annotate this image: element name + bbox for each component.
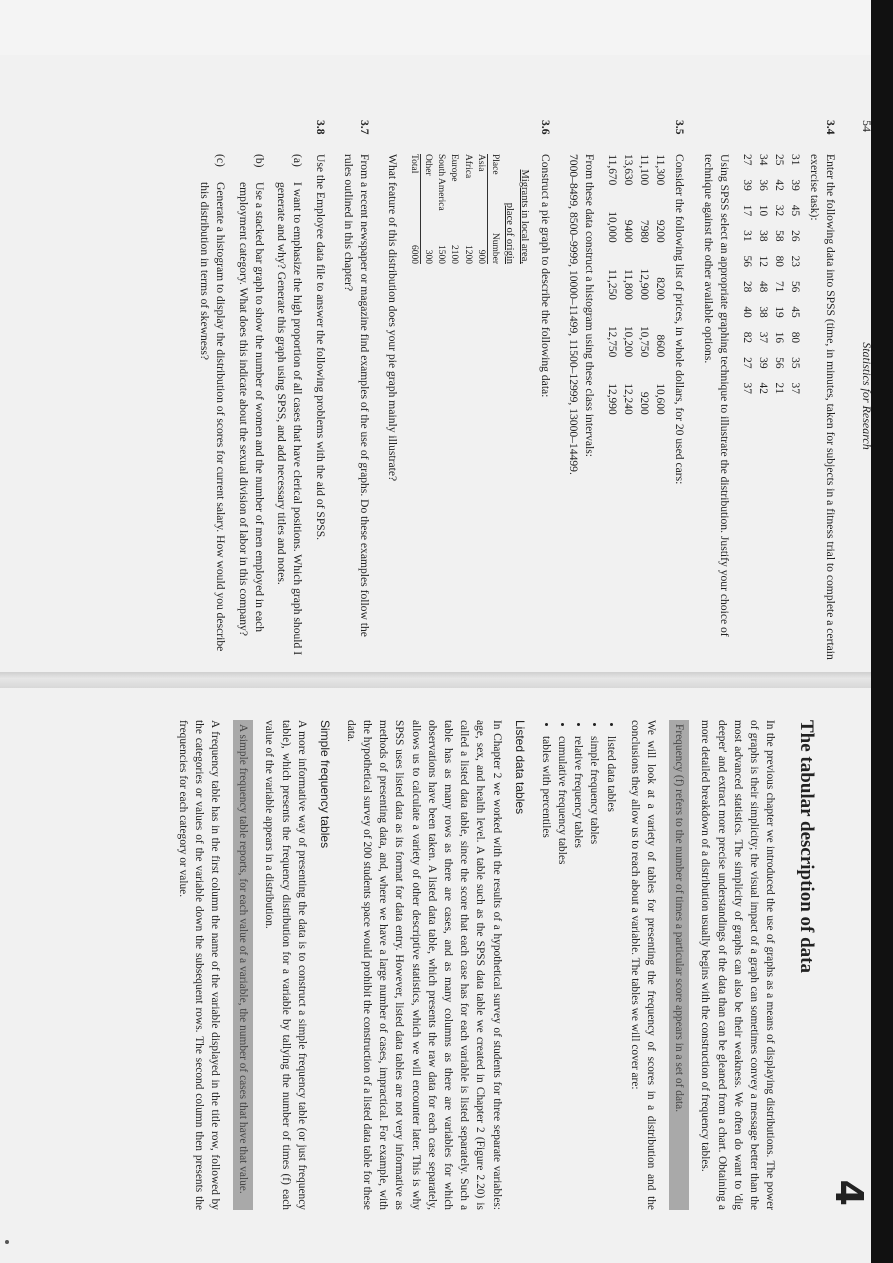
- exercise-3-7: [340, 120, 372, 660]
- table-row: 11,670 10,000 11,250 12,750 12,990: [606, 154, 619, 415]
- page-number: 54: [860, 120, 874, 132]
- list-item: • simple frequency tables: [586, 736, 602, 1210]
- table-row: South America 1500: [436, 154, 447, 264]
- exercise-number: 3.5: [673, 120, 687, 135]
- definition-box-frequency: Frequency (f) refers to the number of times a particular score appears in a set of data.: [669, 720, 689, 1210]
- exercise-number: 3.7: [358, 120, 372, 135]
- list-item: • relative frequency tables: [570, 736, 586, 1210]
- exercise-followup: From these data construct a histogram using these class intervals:: [583, 154, 597, 457]
- chapter-number: 4: [827, 1179, 871, 1206]
- table-row: 34 36 10 38 12 48 38 37 39 42: [756, 154, 769, 394]
- definition-box-simple-frequency: A simple frequency table reports, for each value of a variable, the number of cases that have that value.: [233, 720, 253, 1210]
- table-row: 13,630 9400 11,800 10,200 12,240: [622, 154, 635, 415]
- exercise-followup: Using SPSS select an appropriate graphing technique to illustrate the distribution. Justify your choice of technique against the other available options.: [701, 154, 731, 637]
- intro-paragraph: In the previous chapter we introduced the use of graphs as a means of displaying distributions. The power of graphs is their simplicity; the visual impact of a graph can sometimes convey a message better than the most advanced statistics. The simplicity of graphs can also be their weakness. We often do want to 'dig deeper' and extract more precise understandings of the data than can be gleaned from a chart. Obtaining a more detailed breakdown of a distribution usually begins with the construction of frequency tables.: [699, 720, 777, 1210]
- table-row: 31 39 45 26 23 56 45 80 35 37: [788, 154, 801, 394]
- subquestion-a: (a) I want to emphasize the high proportion of all cases that have clerical positions. Which graph should I generate and why? Generate this graph using SPSS, and add necessary titles and notes.: [275, 154, 305, 656]
- table-row: 11,100 7980 12,900 10,750 9200: [638, 154, 651, 415]
- table-row: 11,300 9200 8200 8600 10,600: [654, 154, 667, 415]
- table-total-row: Total 6000: [406, 154, 420, 264]
- list-item: • tables with percentiles: [538, 736, 554, 1210]
- exercise-text: Enter the following data into SPSS (time, in minutes, taken for subjects in a fitness trial to complete a certain exercise task):: [807, 154, 838, 660]
- table-types-list: [538, 720, 619, 1210]
- table-row: 27 39 17 31 56 28 40 82 27 37: [740, 154, 753, 394]
- exercise-3-8: [190, 120, 328, 660]
- table-caption: Migrants in local area, place of origin: [504, 169, 530, 264]
- table-row: Africa 1200: [462, 154, 473, 264]
- migrants-table: [406, 154, 530, 264]
- heading-simple-frequency-tables: Simple frequency tables: [317, 720, 332, 849]
- table-row: Other 300: [422, 154, 433, 264]
- listed-data-paragraph: In Chapter 2 we worked with the results of a hypothetical survey of students for three separate variables: age, sex, and health level. A table such as the SPSS data table we created in Chapter 2 (Figure 2.20) is called a listed data table, since the score that each case has for each variable is listed separately. Such a table has as many rows as there are cases, and as many columns as there are variables for which observations have been taken. A listed data table, which presents the raw data for each case separately, allows us to calculate a variety of other descriptive statistics, which we will encounter later. This is why SPSS uses listed data as its format for data entry. However, listed data tables are not very informative as methods of presenting data, and, where we have a large number of cases, impractical. For example, with the hypothetical survey of 200 students space would prohibit the construction of a listed data table for these data.: [344, 720, 503, 1210]
- exercise-number: 3.6: [538, 120, 552, 135]
- exercise-text: Consider the following list of prices, in whole dollars, for 20 used cars:: [673, 154, 687, 485]
- table-row: Europe 2100: [449, 154, 460, 264]
- subquestion-c: (c) Generate a histogram to display the distribution of scores for current salary. How would you describe this distribution in terms of skewness?: [198, 154, 228, 652]
- exercise-3-5: [565, 120, 688, 660]
- subquestion-b: (b) Use a stacked bar graph to show the number of women and the number of men employed in each employment category. What does this indicate about the sexual division of labor in this company?: [236, 154, 266, 636]
- exercise-3-4: [699, 120, 838, 660]
- scan-speck: [5, 1240, 9, 1244]
- lead-paragraph: We will look at a variety of tables for presenting the frequency of scores in a distribution and the conclusions they allow us to reach about a variable. The tables we will cover are:: [628, 720, 657, 1210]
- exercise-3-6: [384, 120, 553, 660]
- chapter-title: The tabular description of data: [796, 720, 818, 974]
- closing-paragraph: A frequency table has in the first column the name of the variable displayed in the title row, followed by the categories or values of the variable down the subsequent rows. The second column then presents the frequencies for each category or value.: [176, 720, 221, 1210]
- exercise-number: 3.8: [313, 120, 327, 135]
- running-head-title: Statistics for Research: [860, 342, 874, 450]
- book-gutter: [0, 672, 872, 688]
- list-item: • listed data tables: [602, 736, 618, 1210]
- running-head: [858, 120, 875, 660]
- fitness-times-table: [738, 154, 802, 408]
- table-row: 25 42 32 58 80 71 19 16 56 21: [772, 154, 785, 394]
- heading-listed-data-tables: Listed data tables: [512, 720, 527, 815]
- car-prices-table: [603, 154, 667, 441]
- scan-top-band: [0, 0, 893, 55]
- list-item: • cumulative frequency tables: [554, 736, 570, 1210]
- exercise-text: Use the Employee data file to answer the following problems with the aid of SPSS.: [313, 154, 327, 541]
- exercise-number: 3.4: [824, 120, 838, 135]
- class-intervals: 7000–8499, 8500–9999, 10000–11499, 11500–12999, 13000–14499.: [567, 154, 581, 475]
- exercise-text: From a recent newspaper or magazine find examples of the use of graphs. Do these examples follow the rules outlined in this chapter?: [341, 154, 372, 637]
- table-row: Asia 900: [476, 154, 487, 264]
- exercise-followup: What feature of this distribution does your pie graph mainly illustrate?: [386, 154, 400, 482]
- simple-frequency-paragraph: A more informative way of presenting the data is to construct a simple frequency table (or just frequency table), which presents the frequency distribution for a variable by tallying the number of times (f) each value of the variable appears in a distribution.: [263, 720, 308, 1210]
- chapter-4-page: [176, 720, 875, 1210]
- exercise-text: Construct a pie graph to describe the following data:: [538, 154, 552, 398]
- table-header: Place Number: [488, 154, 502, 264]
- page-54: [198, 120, 875, 660]
